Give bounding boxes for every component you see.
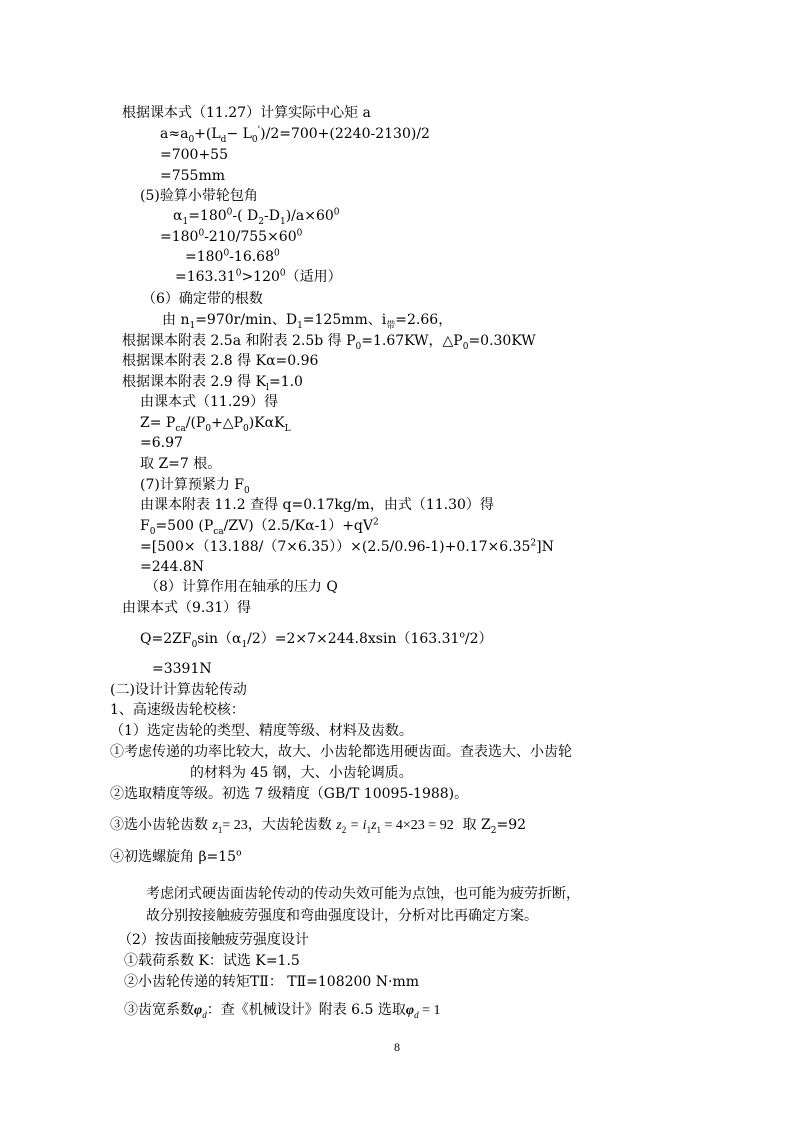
formula-line: $Q=2ZF_0\sin(\alpha_1/2)=2\times 7\times 244.8xsin(163.31^o/2)$ (140, 630, 493, 650)
formula-line: ③选小齿轮齿数 $z_1= 23$，大齿轮齿数 $z_2 = i_1z_1 = 4\times 23 = 92$ 取 $Z_2=92$ (110, 817, 527, 836)
text-line: 考虑闭式硬齿面齿轮传动的传动失效可能为点蚀，也可能为疲劳折断， (146, 886, 580, 902)
text-line: ①考虑传递的功率比较大，故大、小齿轮都选用硬齿面。查表选大、小齿轮 (110, 744, 572, 760)
text-line: 由课本式（9.31）得 (122, 600, 252, 616)
text-line: =700+55 (160, 147, 228, 163)
page-number: 8 (394, 1040, 400, 1054)
section-heading: 1、高速级齿轮校核： (110, 702, 245, 718)
text-line: =3391N (152, 661, 212, 677)
section-heading: （6）确定带的根数 (142, 291, 263, 307)
formula-line: $F_0=500$ $(P_{ca}/ZV)(2.5/K\alpha-1)+qV^2$ (140, 517, 379, 537)
text-line: ①载荷系数 K：试选 K=1.5 (124, 953, 300, 969)
text-line: 根据课本式（11.27）计算实际中心矩 a (122, 105, 371, 121)
text-line: $a\approx a_0+(L_d- L_0')/2=700+(2240-2130)/2$ (160, 125, 430, 145)
section-heading: （1）选定齿轮的类型、精度等级、材料及齿数。 (110, 723, 413, 739)
text-line: ②小齿轮传递的转矩TⅡ： TⅡ=108200 N·mm (124, 974, 420, 990)
text-line: =6.97 (140, 435, 183, 451)
section-heading: (7)计算预紧力 $F_0$ (140, 477, 250, 496)
text-line: 故分别按接触疲劳强度和弯曲强度设计，分析对比再确定方案。 (146, 908, 538, 924)
section-heading: （2）按齿面接触疲劳强度设计 (118, 932, 309, 948)
formula-line: $=180^0-16.68^0$ (185, 248, 280, 265)
section-heading: （8）计算作用在轴承的压力 Q (145, 579, 338, 595)
section-heading: (二)设计计算齿轮传动 (110, 682, 247, 698)
formula-line: ③齿宽系数$\varphi_d$：查《机械设计》附表 6.5 选取$\varphi_d = 1$ (124, 1002, 441, 1020)
text-line: 根据课本附表 2.5a 和附表 2.5b 得 $P_0=1.67KW$，$\triangle P_0=0.30KW$ (122, 333, 536, 352)
formula-line: $\alpha_1=180^0-$( $D_2-D_1)/a\times 60^0$ (173, 207, 340, 227)
text-line: 根据课本附表 2.8 得 Kα=0.96 (122, 353, 319, 369)
text-line: 由课本附表 11.2 查得 q=0.17kg/m，由式（11.30）得 (140, 497, 494, 513)
text-line: ②选取精度等级。初选 7 级精度（GB/T 10095-1988)。 (110, 786, 469, 802)
formula-line: $=[500\times(13.188/(7\times 6.35))\times(2.5/0.96-1)+0.17\times 6.35^2]N$ (140, 538, 554, 555)
text-line: 的材料为 45 钢，大、小齿轮调质。 (190, 765, 413, 781)
formula-line: $=180^0-210/755\times 60^0$ (160, 228, 303, 245)
text-line: =755mm (160, 168, 226, 184)
text-line: 根据课本附表 2.9 得 $K_l=1.0$ (122, 374, 303, 393)
formula-line: $Z= P_{ca}/(P_0+\triangle P_0)K\alpha K_L$ (140, 415, 291, 434)
text-line: 取 Z=7 根。 (140, 456, 222, 472)
text-line: =244.8N (140, 559, 205, 575)
text-line: ④初选螺旋角 $\beta=15^o$ (110, 848, 242, 865)
formula-line: $=163.31^0>120^0$（适用） (175, 268, 342, 285)
section-heading: (5)验算小带轮包角 (140, 188, 258, 204)
text-line: 由 $n_1=970r/\min$、$D_1=125mm$、$i_带=2.66$， (162, 312, 453, 331)
text-line: 由课本式（11.29）得 (140, 394, 279, 410)
